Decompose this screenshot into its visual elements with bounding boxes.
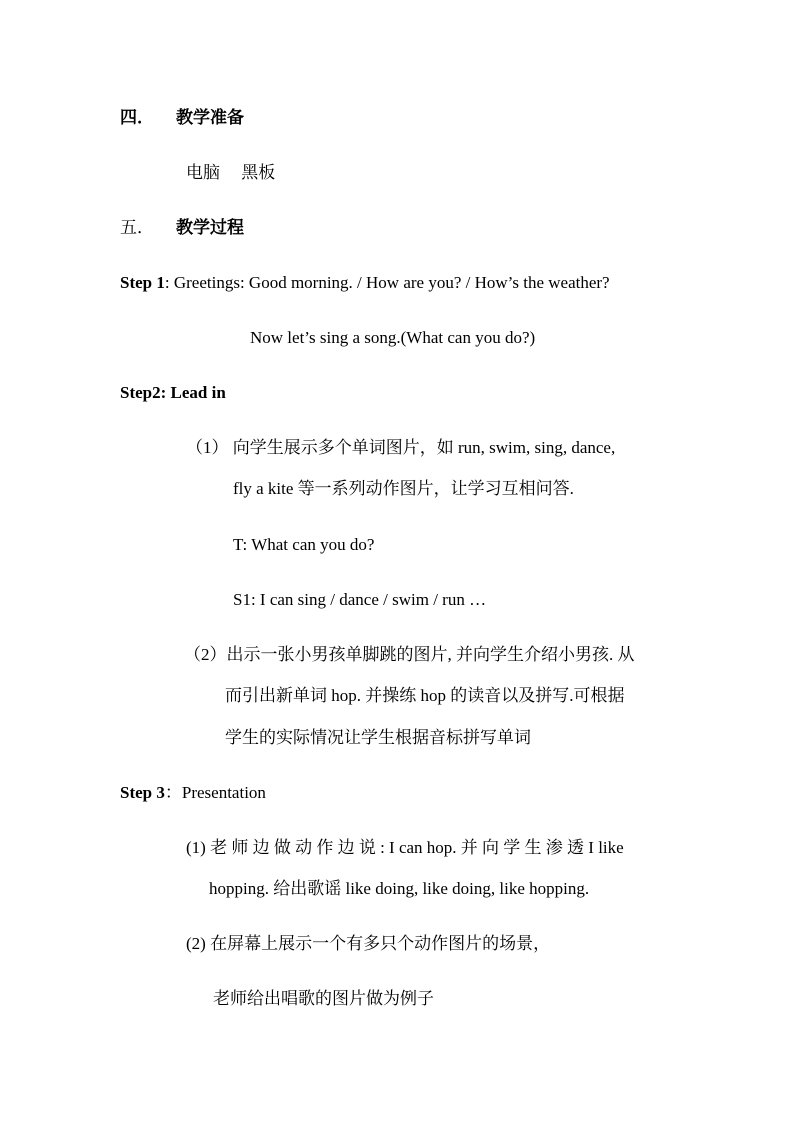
step2-item1-line2: fly a kite 等一系列动作图片，让学习互相问答.: [233, 479, 574, 498]
step2-title: : Lead in: [160, 383, 226, 402]
step3-heading: [120, 782, 266, 804]
step1-line2: Now let’s sing a song.(What can you do?): [250, 328, 536, 347]
step2-item2-line1: （2）出示一张小男孩单脚跳的图片, 并向学生介绍小男孩. 从: [184, 645, 635, 664]
section5-number: 五．: [120, 218, 154, 237]
step3-item2-line1: (2) 在屏幕上展示一个有多只个动作图片的场景，: [186, 934, 551, 953]
section4-title: 教学准备: [176, 108, 244, 127]
section4-number: 四．: [120, 108, 154, 127]
section5-heading: [120, 217, 244, 239]
section4-items: 电脑 黑板: [186, 163, 276, 182]
step2-item2-line2: 而引出新单词 hop. 并操练 hop 的读音以及拼写.可根据: [225, 686, 625, 705]
step1-label: Step 1: [120, 273, 165, 292]
step3-item1-line1: (1) 老 师 边 做 动 作 边 说 : I can hop. 并 向 学 生 渗 透 I like: [186, 838, 624, 857]
section5-title: 教学过程: [176, 218, 244, 237]
step1-line: [120, 272, 610, 294]
step2-label: Step2: [120, 383, 161, 402]
step3-label: Step 3: [120, 783, 165, 802]
section4-heading: [120, 107, 244, 129]
step3-item1-line2: hopping. 给出歌谣 like doing, like doing, like hopping.: [209, 879, 590, 898]
step1-text: : Greetings: Good morning. / How are you? / How’s the weather?: [164, 273, 610, 292]
step3-title: ：Presentation: [164, 783, 266, 802]
step2-heading: [120, 382, 226, 404]
step2-item1-teacher: T: What can you do?: [233, 535, 375, 554]
step3-item2-line2: 老师给出唱歌的图片做为例子: [213, 989, 434, 1008]
step2-item1-student: S1: I can sing / dance / swim / run …: [233, 590, 487, 609]
step2-item1-line1: （1） 向学生展示多个单词图片，如 run, swim, sing, dance,: [186, 438, 616, 457]
step2-item2-line3: 学生的实际情况让学生根据音标拼写单词: [225, 728, 531, 747]
